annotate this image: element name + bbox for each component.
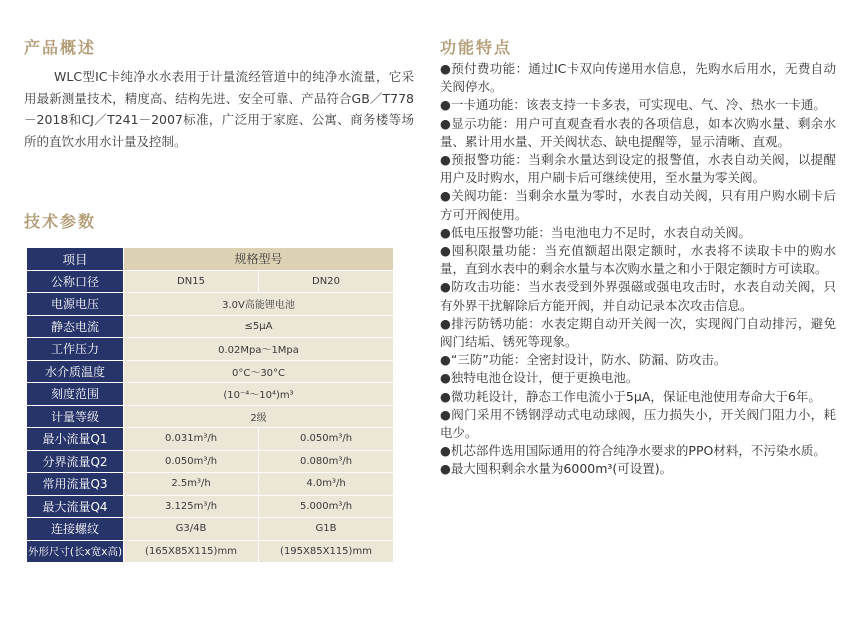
list-item: ●“三防”功能：全密封设计，防水、防漏、防攻击。 xyxy=(440,352,727,368)
table-row xyxy=(27,338,394,361)
row-value: 3.125m³/h xyxy=(124,495,259,518)
row-value: 0°C～30°C xyxy=(124,360,394,383)
row-label: 最大流量Q4 xyxy=(27,495,124,518)
specs-table xyxy=(26,247,394,563)
row-label: 常用流量Q3 xyxy=(27,473,124,496)
list-item: ●预报警功能：当剩余水量达到设定的报警值，水表自动关阀，以提醒用户及时购水，用户刷卡后可继续使用，至水量为零关阀。 xyxy=(440,152,836,186)
header-value: 规格型号 xyxy=(124,248,394,271)
features-list xyxy=(440,60,836,479)
row-label: 分界流量Q2 xyxy=(27,450,124,473)
list-item: ●低电压报警功能：当电池电力不足时，水表自动关阀。 xyxy=(440,224,751,240)
table-row xyxy=(27,248,394,271)
features-title: 功能特点 xyxy=(440,38,513,57)
list-item: ●独特电池仓设计，便于更换电池。 xyxy=(440,370,639,386)
row-label: 静态电流 xyxy=(27,315,124,338)
table-row xyxy=(27,428,394,451)
list-item: ●一卡通功能：该表支持一卡多表，可实现电、气、冷、热水一卡通。 xyxy=(440,97,826,113)
table-row xyxy=(27,450,394,473)
list-item: ●囤积限量功能：当充值额超出限定额时，水表将不读取卡中的购水量，直到水表中的剩余水量与本次购水量之和小于限定额时方可读取。 xyxy=(440,243,836,277)
table-row xyxy=(27,293,394,316)
row-value: 0.02Mpa～1Mpa xyxy=(124,338,394,361)
row-value: 0.080m³/h xyxy=(259,450,394,473)
row-value: G1B xyxy=(259,518,394,541)
table-row xyxy=(27,383,394,406)
table-row xyxy=(27,270,394,293)
list-item: ●阀门采用不锈钢浮动式电动球阀，压力损失小，开关阀门阻力小，耗电少。 xyxy=(440,406,836,441)
table-row xyxy=(27,495,394,518)
row-value: DN15 xyxy=(124,270,259,293)
list-item: ●机芯部件选用国际通用的符合纯净水要求的PPO材料，不污染水质。 xyxy=(440,443,826,459)
row-value: 0.031m³/h xyxy=(124,428,259,451)
row-label: 刻度范围 xyxy=(27,383,124,406)
overview-title: 产品概述 xyxy=(24,38,97,57)
row-value: 2.5m³/h xyxy=(124,473,259,496)
table-row xyxy=(27,473,394,496)
row-label: 计量等级 xyxy=(27,405,124,428)
row-label: 工作压力 xyxy=(27,338,124,361)
list-item: ●最大囤积剩余水量为6000m³(可设置)。 xyxy=(440,461,673,477)
row-label: 连接螺纹 xyxy=(27,518,124,541)
table-row xyxy=(27,315,394,338)
row-label: 电源电压 xyxy=(27,293,124,316)
row-value: 4.0m³/h xyxy=(259,473,394,496)
row-value: 3.0V高能锂电池 xyxy=(124,293,394,316)
list-item: ●显示功能：用户可直观查看水表的各项信息，如本次购水量、剩余水量、累计用水量、开关阀状态、缺电提醒等，显示清晰、直观。 xyxy=(440,115,836,149)
row-value: G3/4B xyxy=(124,518,259,541)
specs-title: 技术参数 xyxy=(24,212,97,231)
row-value: 5.000m³/h xyxy=(259,495,394,518)
row-value: 0.050m³/h xyxy=(259,428,394,451)
table-row xyxy=(27,405,394,428)
list-item: ●预付费功能：通过IC卡双向传递用水信息，先购水后用水，无费自动关阀停水。 xyxy=(440,61,836,95)
row-value: 2级 xyxy=(124,405,394,428)
table-row xyxy=(27,518,394,541)
list-item: ●排污防锈功能：水表定期自动开关阀一次，实现阀门自动排污，避免阀门结垢、锈死等现象。 xyxy=(440,315,836,350)
header-label: 项目 xyxy=(27,248,124,271)
row-label: 外形尺寸(长x宽x高) xyxy=(27,540,124,563)
row-value: 0.050m³/h xyxy=(124,450,259,473)
table-row xyxy=(27,360,394,383)
row-value: (195X85X115)mm xyxy=(259,540,394,563)
overview-text: WLC型IC卡纯净水水表用于计量流经管道中的纯净水流量，它采用最新测量技术，精度高、结构先进、安全可靠、产品符合GB／T778－2018和CJ／T241－2007标准，广泛用于家庭、公寓、商务楼等场所的直饮水用水计量及控制。 xyxy=(24,69,414,149)
row-value: DN20 xyxy=(259,270,394,293)
list-item: ●微功耗设计，静态工作电流小于5μA，保证电池使用寿命大于6年。 xyxy=(440,388,821,404)
row-value: ≤5μA xyxy=(124,315,394,338)
row-value: (10⁻⁴～10⁴)m³ xyxy=(124,383,394,406)
row-label: 公称口径 xyxy=(27,270,124,293)
list-item: ●关阀功能：当剩余水量为零时，水表自动关阀，只有用户购水刷卡后方可开阀使用。 xyxy=(440,188,836,222)
row-label: 最小流量Q1 xyxy=(27,428,124,451)
list-item: ●防攻击功能：当水表受到外界强磁或强电攻击时，水表自动关阀，只有外界干扰解除后方能开阀，并自动记录本次攻击信息。 xyxy=(440,279,836,313)
row-label: 水介质温度 xyxy=(27,360,124,383)
row-value: (165X85X115)mm xyxy=(124,540,259,563)
table-row xyxy=(27,540,394,563)
